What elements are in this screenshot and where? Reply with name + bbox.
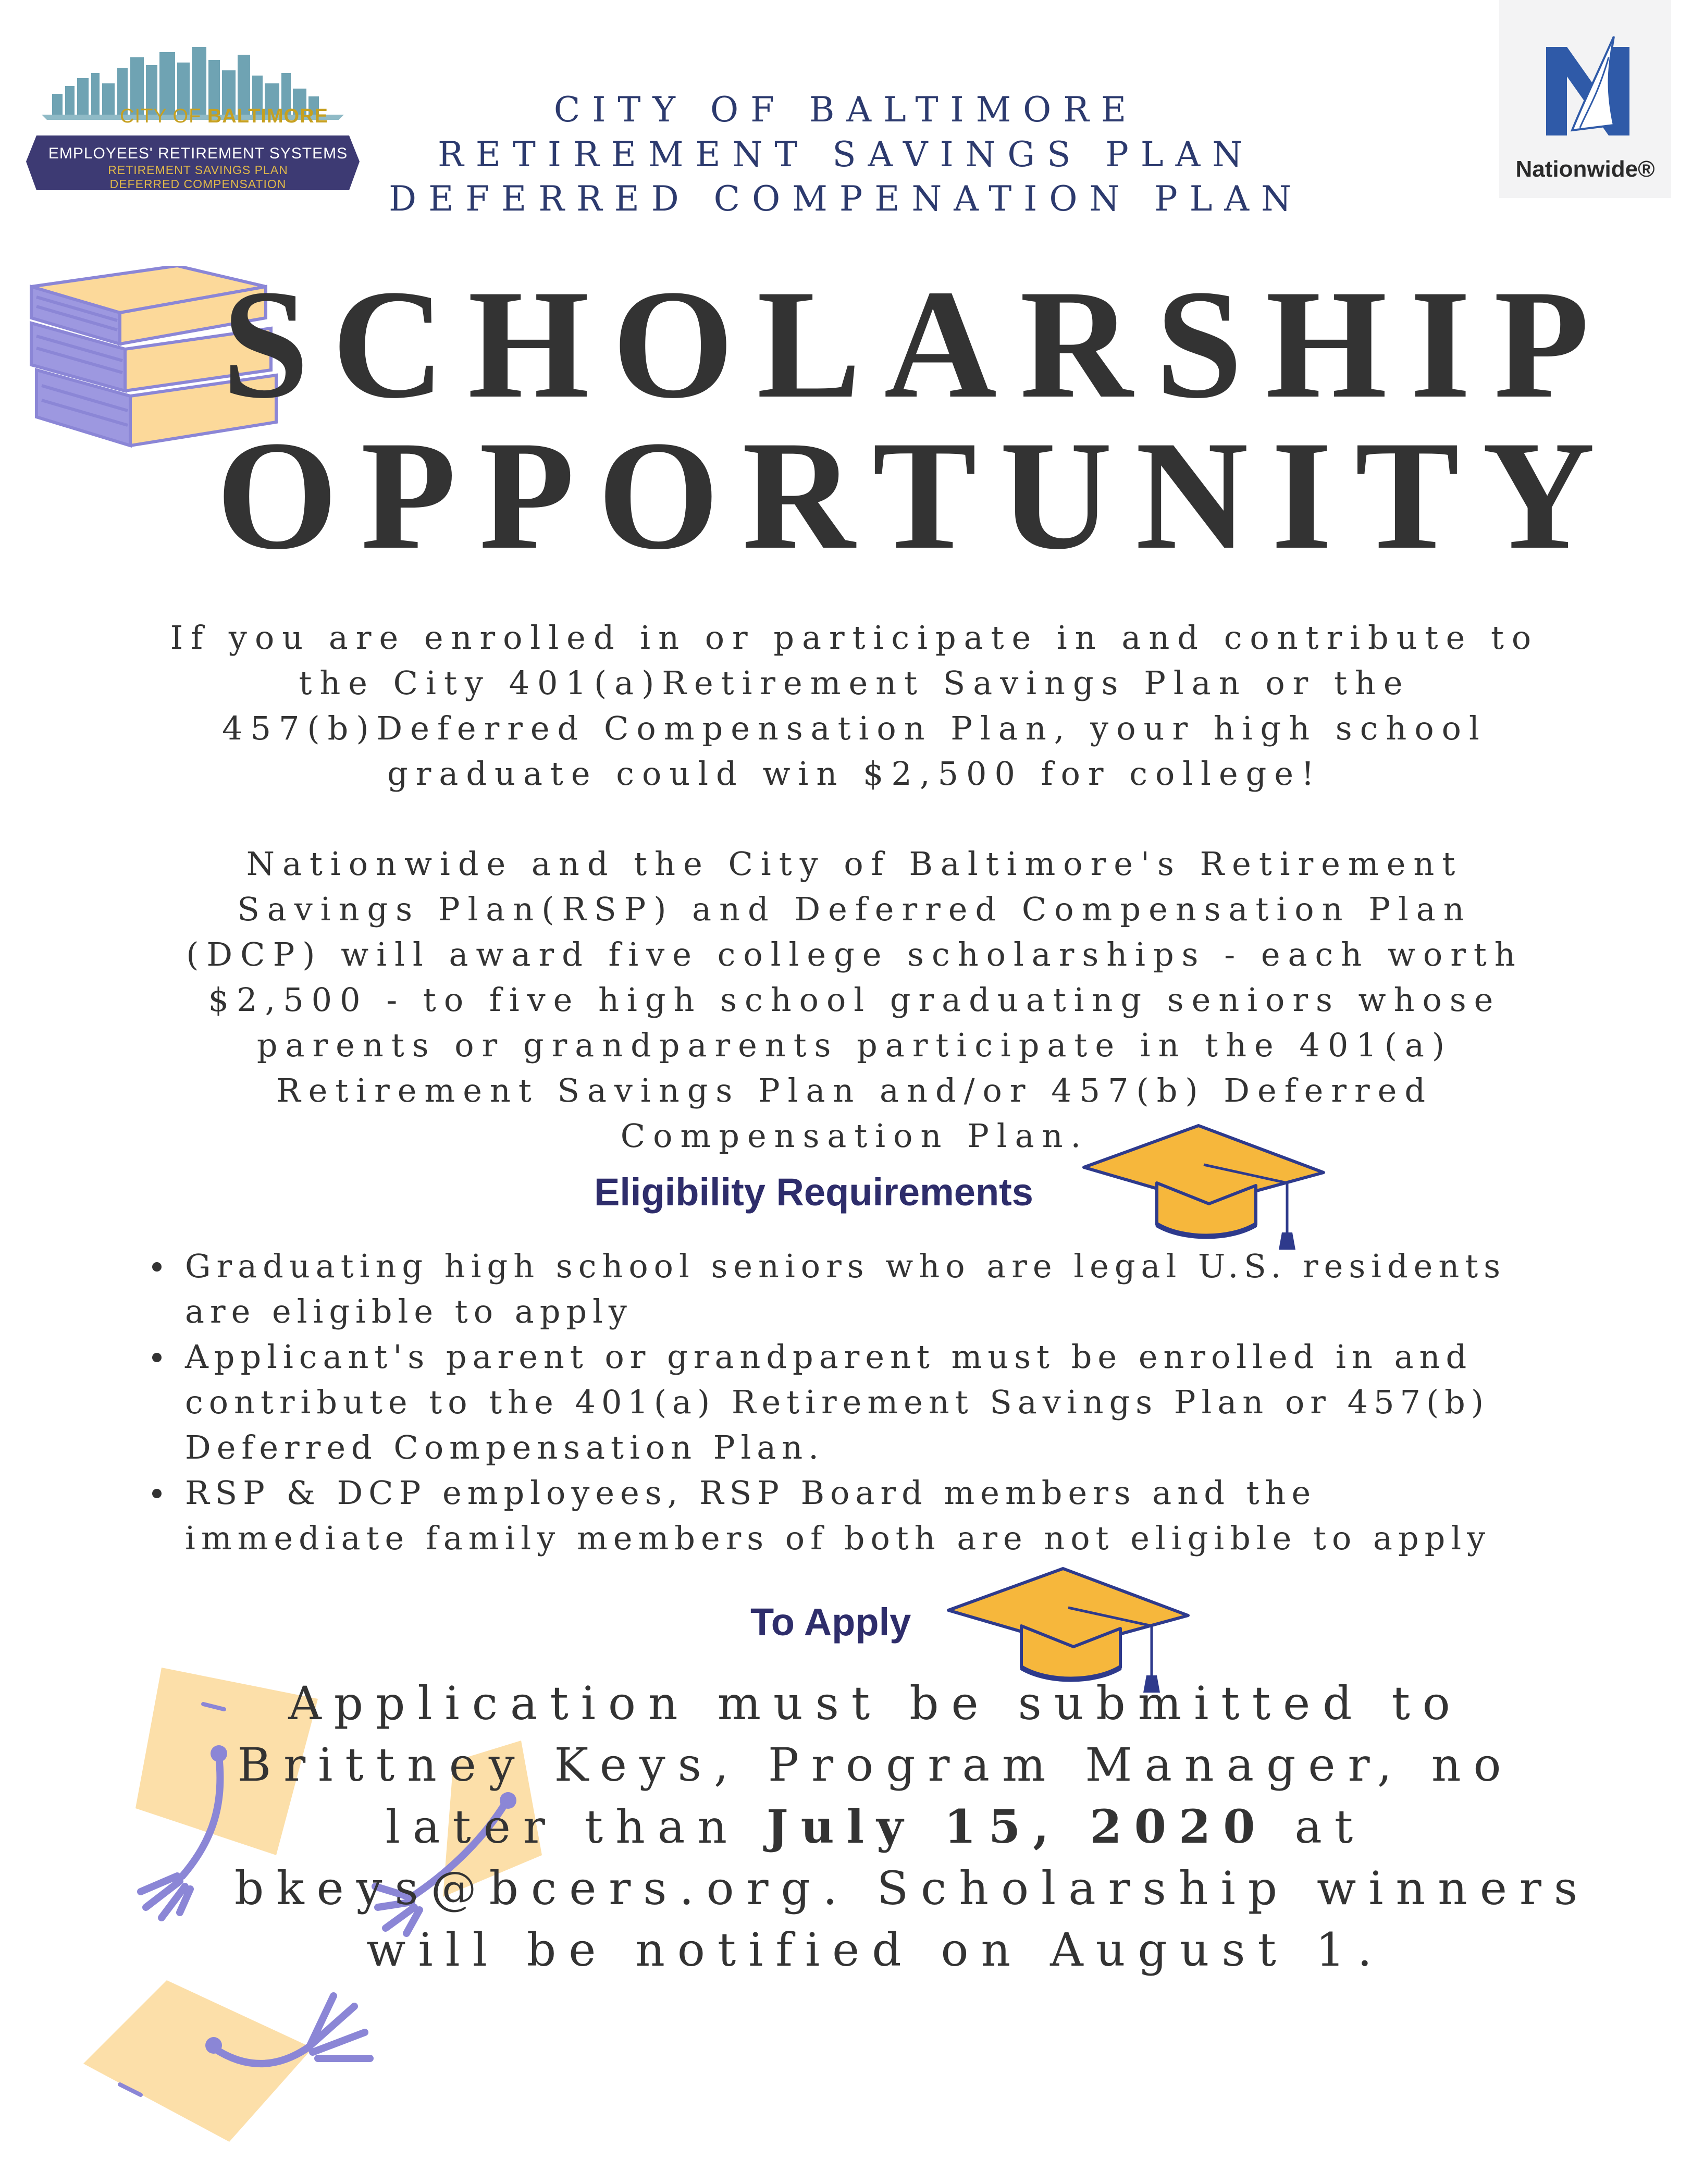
title-scholarship: SCHOLARSHIP xyxy=(222,257,1612,430)
eligibility-item xyxy=(141,1334,1652,1470)
apply-heading: To Apply xyxy=(750,1600,911,1644)
award-line: Retirement Savings Plan and/or 457(b) Deferred xyxy=(276,1071,1434,1109)
apply-line-text: at xyxy=(1267,1800,1366,1854)
apply-line-email: bkeys@bcers.org. Scholarship winners xyxy=(234,1861,1590,1915)
award-line: Nationwide and the City of Baltimore's Retirement xyxy=(246,845,1463,883)
apply-line-text: later than xyxy=(385,1800,767,1854)
award-line: parents or grandparents participate in the 401(a) xyxy=(256,1026,1453,1064)
application-deadline: July 15, 2020 xyxy=(766,1799,1268,1854)
award-line: Savings Plan(RSP) and Deferred Compensation Plan xyxy=(237,890,1472,928)
city-of-baltimore-label: CITY OF BALTIMORE xyxy=(120,105,328,127)
nationwide-wordmark: Nationwide® xyxy=(1515,156,1655,182)
intro-line: the City 401(a)Retirement Savings Plan or the xyxy=(299,664,1411,702)
eligibility-item-line: Graduating high school seniors who are legal U.S. residents xyxy=(185,1247,1506,1285)
apply-line: Application must be submitted to xyxy=(288,1676,1463,1730)
eligibility-item-line: Deferred Compensation Plan. xyxy=(185,1428,824,1466)
graduation-cap-icon xyxy=(1079,1115,1329,1251)
eligibility-item-line: are eligible to apply xyxy=(185,1292,633,1330)
intro-line: 457(b)Deferred Compensation Plan, your high school xyxy=(222,709,1487,747)
title-opportunity: OPPORTUNITY xyxy=(216,409,1619,582)
eligibility-item-line: contribute to the 401(a) Retirement Savings Plan or 457(b) xyxy=(185,1383,1490,1421)
header-dcp: DEFERRED COMPENATION PLAN xyxy=(389,179,1303,219)
intro-paragraph xyxy=(78,615,1631,796)
eligibility-item xyxy=(141,1470,1652,1561)
apply-line xyxy=(234,1796,1516,1858)
award-line: $2,500 - to five high school graduating seniors whose xyxy=(208,981,1501,1019)
apply-instructions xyxy=(234,1673,1590,1981)
thrown-cap-icon xyxy=(73,1970,375,2147)
award-line: Compensation Plan. xyxy=(620,1117,1089,1155)
apply-line: will be notified on August 1. xyxy=(366,1923,1385,1977)
header-rsp: RETIREMENT SAVINGS PLAN xyxy=(438,134,1254,175)
award-line: (DCP) will award five college scholarships - each worth xyxy=(186,935,1523,973)
eligibility-heading: Eligibility Requirements xyxy=(594,1170,1033,1214)
apply-line: Brittney Keys, Program Manager, no xyxy=(237,1738,1514,1792)
intro-line: If you are enrolled in or participate in and contribute to xyxy=(170,619,1539,657)
eligibility-item xyxy=(141,1243,1652,1334)
ers-name: EMPLOYEES' RETIREMENT SYSTEMS xyxy=(48,145,348,162)
eligibility-list xyxy=(141,1243,1652,1561)
eligibility-item-line: immediate family members of both are not eligible to apply xyxy=(185,1519,1491,1557)
ers-plan-dc: DEFERRED COMPENSATION xyxy=(109,177,287,191)
award-paragraph xyxy=(78,841,1631,1158)
eligibility-item-line: RSP & DCP employees, RSP Board members and the xyxy=(185,1474,1317,1512)
ers-plan-rsp: RETIREMENT SAVINGS PLAN xyxy=(108,163,288,177)
eligibility-item-line: Applicant's parent or grandparent must be enrolled in and xyxy=(185,1338,1473,1376)
intro-line: graduate could win $2,500 for college! xyxy=(387,755,1322,793)
header-city: CITY OF BALTIMORE xyxy=(553,90,1139,130)
